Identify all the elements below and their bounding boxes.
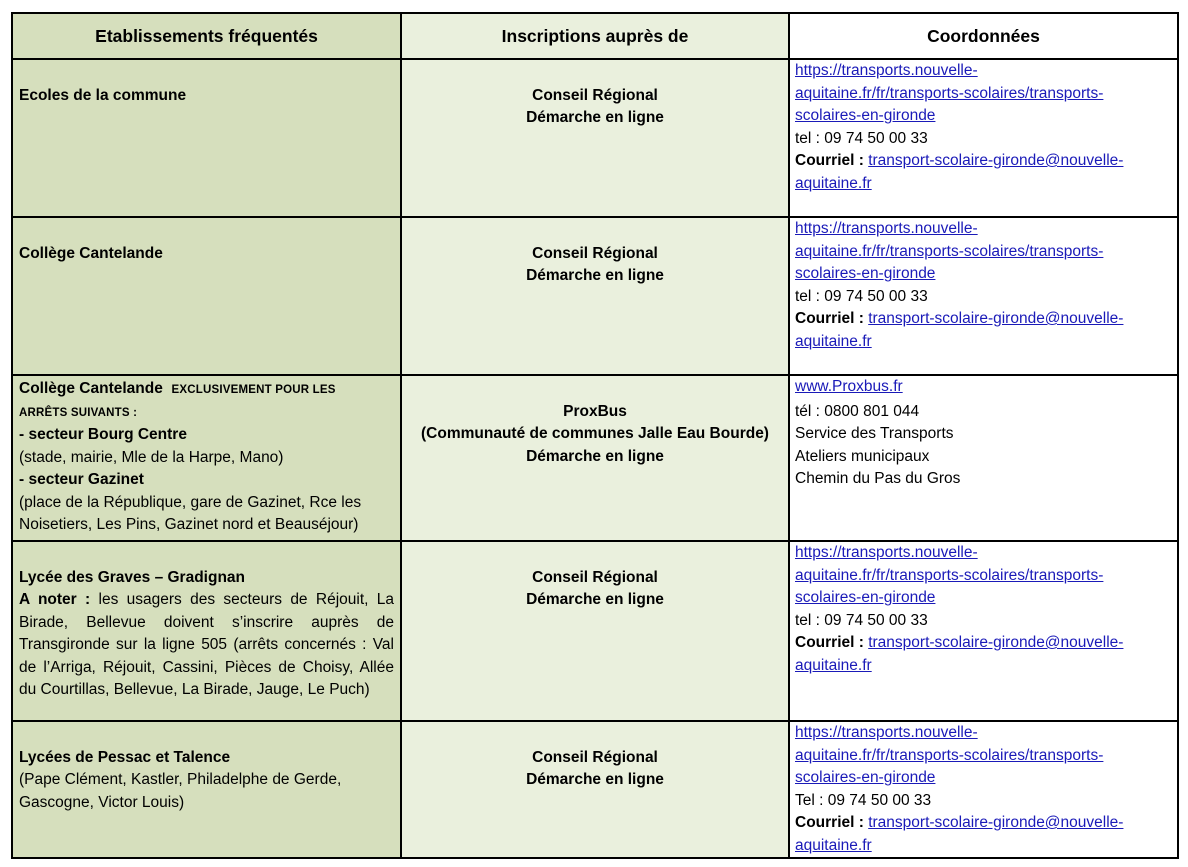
lycee-note <box>19 589 394 702</box>
inscription-communaute: (Communauté de communes Jalle Eau Bourde) <box>421 425 769 442</box>
secteur-gazinet-detail: (place de la République, gare de Gazinet, Rce les Noisetiers, Les Pins, Gazinet nord et Beauséjour) <box>19 493 362 533</box>
table-row <box>12 541 1178 721</box>
address-line-3: Chemin du Pas du Gros <box>795 470 961 487</box>
address-line-1: Service des Transports <box>795 425 954 442</box>
email-line <box>795 150 1171 195</box>
inscription-organisme: Conseil Régional <box>532 86 658 104</box>
secteur-bourg-centre: - secteur Bourg Centre <box>19 426 187 443</box>
etablissement-name: Lycée des Graves – Gradignan <box>19 568 246 586</box>
inscription-cell <box>401 375 789 541</box>
courriel-label: Courriel : <box>795 634 869 651</box>
secteur-bourg-centre-detail: (stade, mairie, Mle de la Harpe, Mano) <box>19 448 284 466</box>
transport-website-link[interactable]: https://transports.nouvelle- aquitaine.fr/fr/transports-scolaires/transports- scolaires-en-gironde <box>795 544 1104 606</box>
table-header-row <box>12 13 1178 59</box>
inscription-demarche: Démarche en ligne <box>526 267 664 284</box>
transport-website-link[interactable]: https://transports.nouvelle- aquitaine.fr/fr/transports-scolaires/transports- scolaires-en-gironde <box>795 62 1104 124</box>
etablissement-name: Collège Cantelande <box>19 244 163 262</box>
inscription-organisme: ProxBus <box>563 402 627 420</box>
email-line <box>795 308 1171 353</box>
table-row <box>12 721 1178 858</box>
secteur-gazinet: - secteur Gazinet <box>19 471 144 488</box>
inscription-organisme: Conseil Régional <box>532 244 658 262</box>
coordonnees-cell <box>789 375 1178 541</box>
phone-number: tel : 09 74 50 00 33 <box>795 287 928 305</box>
phone-number: Tel : 09 74 50 00 33 <box>795 791 932 809</box>
transport-registration-table <box>11 12 1179 859</box>
note-label: A noter : <box>19 591 99 608</box>
inscription-demarche: Démarche en ligne <box>526 771 664 788</box>
proxbus-website-link[interactable]: www.Proxbus.fr <box>795 378 903 395</box>
note-text: les usagers des secteurs de Réjouit, La Birade, Bellevue doivent s’inscrire auprès de Transgironde sur la ligne 505 (arrêts concernés : Val de l’Arriga, Réjouit, Cassini, Pièces de Choisy, Allée du Courtillas, Bellevue, La Birade, Jauge, Le Puch) <box>19 591 394 698</box>
etablissement-name: Collège Cantelande <box>19 380 163 397</box>
transport-website-link[interactable]: https://transports.nouvelle- aquitaine.fr/fr/transports-scolaires/transports- scolaires-en-gironde <box>795 220 1104 282</box>
exclusive-note-cont: ARRÊTS SUIVANTS : <box>19 406 138 419</box>
lycees-list: (Pape Clément, Kastler, Philadelphe de Gerde, Gascogne, Victor Louis) <box>19 771 342 811</box>
courriel-label: Courriel : <box>795 310 869 327</box>
coordonnees-cell <box>789 59 1178 217</box>
etablissement-cell <box>12 217 401 375</box>
etablissement-cell <box>12 59 401 217</box>
inscription-demarche: Démarche en ligne <box>526 591 664 608</box>
email-line <box>795 812 1171 857</box>
email-link[interactable]: transport-scolaire-gironde@nouvelle- aquitaine.fr <box>795 814 1124 854</box>
header-etablissements: Etablissements fréquentés <box>12 13 401 59</box>
courriel-label: Courriel : <box>795 152 869 169</box>
etablissement-name: Ecoles de la commune <box>19 86 187 104</box>
inscription-demarche: Démarche en ligne <box>526 447 664 465</box>
table-row <box>12 375 1178 541</box>
inscription-cell <box>401 217 789 375</box>
inscription-cell <box>401 541 789 721</box>
inscription-organisme: Conseil Régional <box>532 748 658 766</box>
email-line <box>795 632 1171 677</box>
phone-number: tel : 09 74 50 00 33 <box>795 129 928 147</box>
inscription-cell <box>401 721 789 858</box>
inscription-organisme: Conseil Régional <box>532 568 658 586</box>
etablissement-cell <box>12 541 401 721</box>
email-link[interactable]: transport-scolaire-gironde@nouvelle- aquitaine.fr <box>795 634 1124 674</box>
etablissement-name: Lycées de Pessac et Talence <box>19 748 231 766</box>
courriel-label: Courriel : <box>795 814 869 831</box>
exclusive-note: EXCLUSIVEMENT POUR LES <box>171 384 336 396</box>
coordonnees-cell <box>789 217 1178 375</box>
header-coordonnees: Coordonnées <box>789 13 1178 59</box>
email-link[interactable]: transport-scolaire-gironde@nouvelle- aquitaine.fr <box>795 152 1124 192</box>
table-row <box>12 59 1178 217</box>
phone-number: tél : 0800 801 044 <box>795 402 920 420</box>
coordonnees-cell <box>789 541 1178 721</box>
coordonnees-cell <box>789 721 1178 858</box>
address-line-2: Ateliers municipaux <box>795 447 930 465</box>
etablissement-cell <box>12 721 401 858</box>
inscription-demarche: Démarche en ligne <box>526 109 664 126</box>
table-row <box>12 217 1178 375</box>
etablissement-cell <box>12 375 401 541</box>
header-inscriptions: Inscriptions auprès de <box>401 13 789 59</box>
phone-number: tel : 09 74 50 00 33 <box>795 611 928 629</box>
transport-website-link[interactable]: https://transports.nouvelle- aquitaine.fr/fr/transports-scolaires/transports- scolaires-en-gironde <box>795 724 1104 786</box>
inscription-cell <box>401 59 789 217</box>
email-link[interactable]: transport-scolaire-gironde@nouvelle- aquitaine.fr <box>795 310 1124 350</box>
